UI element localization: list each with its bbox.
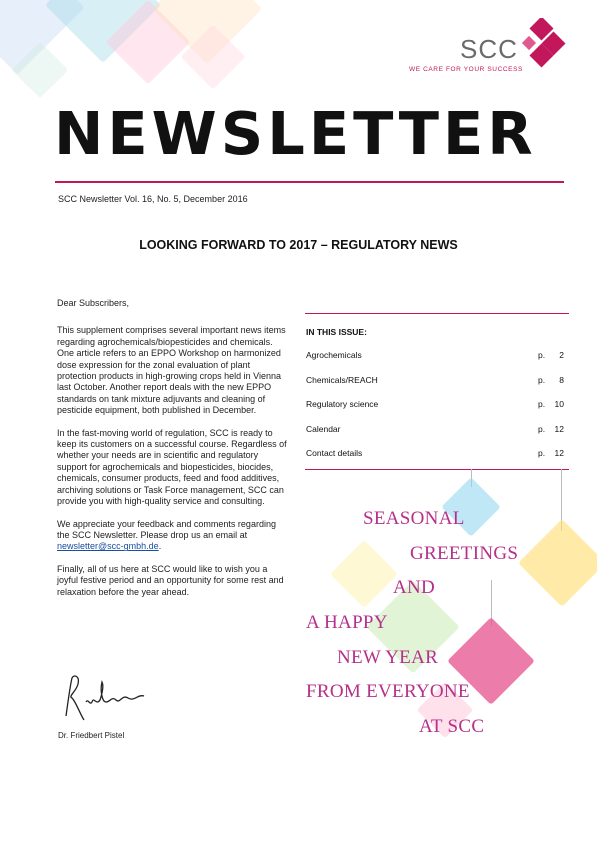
toc-item-page bbox=[538, 399, 564, 424]
greeting-line-4: A HAPPY bbox=[306, 612, 388, 633]
toc-page-prefix: p. bbox=[538, 374, 546, 385]
greeting-line-5: NEW YEAR bbox=[337, 647, 439, 668]
toc-list bbox=[306, 350, 564, 473]
toc-item-page bbox=[538, 375, 564, 400]
greeting-line-1: SEASONAL bbox=[363, 508, 465, 529]
greeting-line-6: FROM EVERYONE bbox=[306, 681, 470, 702]
toc-item-label: Contact details bbox=[306, 448, 363, 458]
toc-item-page bbox=[538, 350, 564, 375]
toc-page-prefix: p. bbox=[538, 423, 546, 434]
toc-page-number: 2 bbox=[559, 350, 564, 360]
masthead-title: NEWSLETTER bbox=[54, 99, 537, 168]
toc-page-prefix: p. bbox=[538, 399, 546, 409]
toc-item-agrochemicals[interactable] bbox=[306, 350, 564, 375]
logo-tagline: WE CARE FOR YOUR SUCCESS bbox=[409, 66, 523, 73]
masthead-rule bbox=[55, 181, 564, 183]
toc-rule-bottom bbox=[305, 469, 569, 470]
toc-rule-top bbox=[305, 313, 569, 314]
editorial-letter bbox=[57, 298, 289, 609]
toc-page-number: 8 bbox=[559, 374, 564, 385]
greeting-line-7: AT SCC bbox=[419, 716, 485, 737]
toc-item-label: Agrochemicals bbox=[306, 350, 362, 360]
paragraph-2: In the fast-moving world of regulation, SCC is ready to keep its customers on a successful course. Regardless of whether your needs are in scientific and regulatory support for agrochemicals and biopesticides, biocides, chemicals, consumer products, feed and food additives, archiving solutions or Task Force management, SCC can provide you with high-quality service and consulting. bbox=[57, 427, 287, 507]
paragraph-1: This supplement comprises several important news items regarding agrochemicals/biopesticides and chemicals. One article refers to an EPPO Workshop on harmonized dose expression for the zonal evaluation of plant protection products in high-growing crops held in Vienna last October. Another report deals with the new EPPO standards on tank mixture adjuvants and cleaning of pesticide equipment, both published in December. bbox=[57, 325, 286, 416]
toc-page-number: 12 bbox=[554, 448, 564, 458]
salutation: Dear Subscribers, bbox=[57, 298, 130, 308]
email-link[interactable]: newsletter@scc-gmbh.de bbox=[57, 541, 159, 552]
signature-icon bbox=[58, 672, 150, 724]
toc-item-regulatory-science[interactable] bbox=[306, 399, 564, 424]
toc-item-label: Regulatory science bbox=[306, 399, 379, 409]
toc-title: IN THIS ISSUE: bbox=[306, 327, 367, 337]
toc-item-page bbox=[538, 424, 564, 449]
toc-item-calendar[interactable] bbox=[306, 424, 564, 449]
signer-name: Dr. Friedbert Pistel bbox=[58, 731, 125, 740]
toc-page-number: 12 bbox=[554, 423, 564, 434]
paragraph-4: Finally, all of us here at SCC would like to wish you a joyful festive period and an opportunity for some rest and relaxation before the year ahead. bbox=[57, 563, 284, 597]
toc-page-prefix: p. bbox=[538, 448, 546, 458]
logo-diamonds-icon bbox=[514, 18, 566, 78]
headline: LOOKING FORWARD TO 2017 – REGULATORY NEWS bbox=[139, 238, 458, 252]
paragraph-3: We appreciate your feedback and comments regarding the SCC Newsletter. Please drop us an email at newsletter@scc-gmbh.de. bbox=[57, 518, 276, 552]
toc-item-chemicals-reach[interactable] bbox=[306, 375, 564, 400]
greeting-line-2: GREETINGS bbox=[410, 543, 519, 564]
toc-page-prefix: p. bbox=[538, 350, 546, 360]
toc-page-number: 10 bbox=[554, 399, 564, 409]
toc-item-label: Chemicals/REACH bbox=[306, 374, 378, 385]
issue-line: SCC Newsletter Vol. 16, No. 5, December 2016 bbox=[58, 194, 248, 204]
logo-name: SCC bbox=[460, 34, 518, 64]
paragraph-3-text: We appreciate your feedback and comments regarding the SCC Newsletter. Please drop us an email at bbox=[57, 518, 276, 540]
greeting-line-3: AND bbox=[393, 577, 436, 598]
toc-item-label: Calendar bbox=[306, 423, 341, 434]
